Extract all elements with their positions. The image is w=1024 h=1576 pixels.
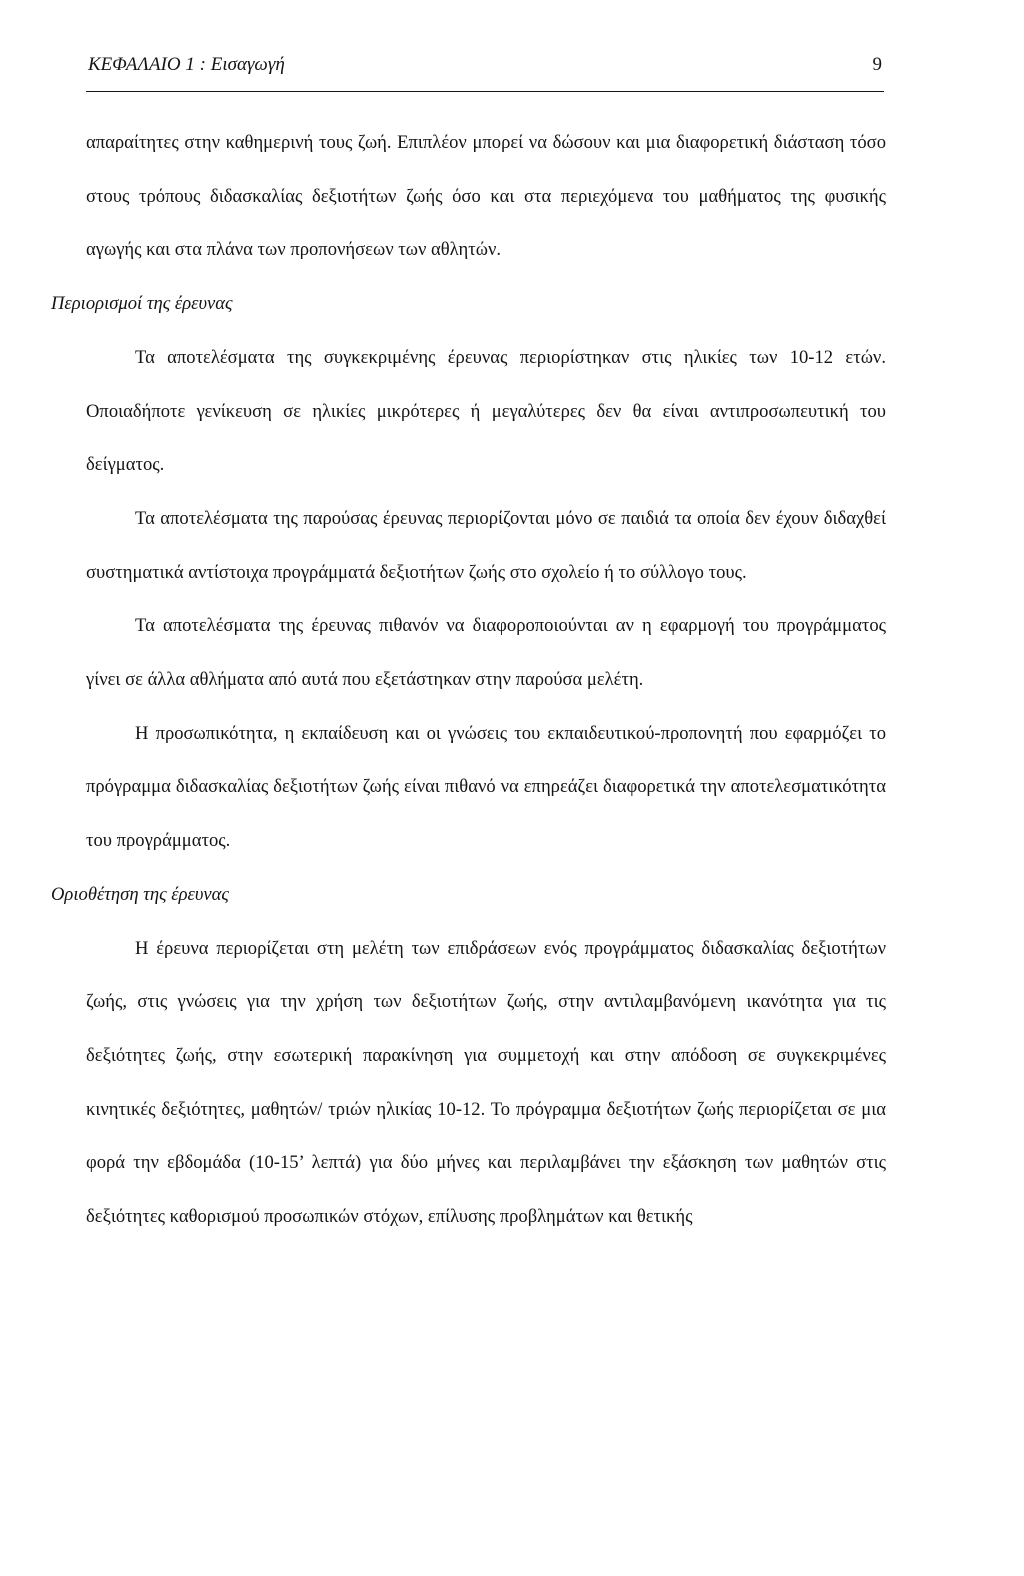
chapter-title: ΚΕΦΑΛΑΙΟ 1 : Εισαγωγή bbox=[88, 54, 285, 75]
section-heading-limitations: Περιορισμοί της έρευνας bbox=[51, 293, 233, 315]
body-text bbox=[51, 116, 886, 1244]
paragraph-limitations-age: Τα αποτελέσματα της συγκεκριμένης έρευνας περιορίστηκαν στις ηλικίες των 10-12 ετών. Οποιαδήποτε γενίκευση σε ηλικίες μικρότερες ή μεγαλύτερες δεν θα είναι αντιπροσωπευτική του δείγματος. bbox=[86, 346, 886, 476]
running-head bbox=[88, 50, 882, 80]
page-number: 9 bbox=[872, 54, 882, 75]
paragraph-limitations-prior-programs: Τα αποτελέσματα της παρούσας έρευνας περιορίζονται μόνο σε παιδιά τα οποία δεν έχουν διδαχθεί συστηματικά αντίστοιχα προγράμματά δεξιοτήτων ζωής στο σχολείο ή το σύλλογο τους. bbox=[86, 507, 886, 583]
paragraph-continuation: απαραίτητες στην καθημερινή τους ζωή. Επιπλέον μπορεί να δώσουν και μια διαφορετική διάσταση τόσο στους τρόπους διδασκαλίας δεξιοτήτων ζωής όσο και στα περιεχόμενα του μαθήματος της φυσικής αγωγής και στα πλάνα των προπονήσεων των αθλητών. bbox=[86, 132, 886, 261]
paragraph-delimitation: Η έρευνα περιορίζεται στη μελέτη των επιδράσεων ενός προγράμματος διδασκαλίας δεξιοτήτων ζωής, στις γνώσεις για την χρήση των δεξιοτήτων ζωής, στην αντιλαμβανόμενη ικανότητα για τις δεξιότητες ζωής, στην εσωτερική παρακίνηση για συμμετοχή και στην απόδοση σε συγκεκριμένες κινητικές δεξιότητες, μαθητών/ τριών ηλικίας 10-12. Το πρόγραμμα δεξιοτήτων ζωής περιορίζεται σε μια φορά την εβδομάδα (10-15’ λεπτά) για δύο μήνες και περιλαμβάνει την εξάσκηση των μαθητών στις δεξιότητες καθορισμού προσωπικών στόχων, επίλυσης προβλημάτων και θετικής bbox=[86, 937, 886, 1228]
header-rule bbox=[86, 91, 884, 92]
paragraph-limitations-sports: Τα αποτελέσματα της έρευνας πιθανόν να διαφοροποιούνται αν η εφαρμογή του προγράμματος γίνει σε άλλα αθλήματα από αυτά που εξετάστηκαν στην παρούσα μελέτη. bbox=[86, 615, 886, 691]
paragraph-limitations-teacher: Η προσωπικότητα, η εκπαίδευση και οι γνώσεις του εκπαιδευτικού-προπονητή που εφαρμόζει το πρόγραμμα διδασκαλίας δεξιοτήτων ζωής είναι πιθανό να επηρεάζει διαφορετικά την αποτελεσματικότητα του προγράμματος. bbox=[86, 722, 886, 852]
section-heading-delimitation: Οριοθέτηση της έρευνας bbox=[51, 883, 229, 905]
